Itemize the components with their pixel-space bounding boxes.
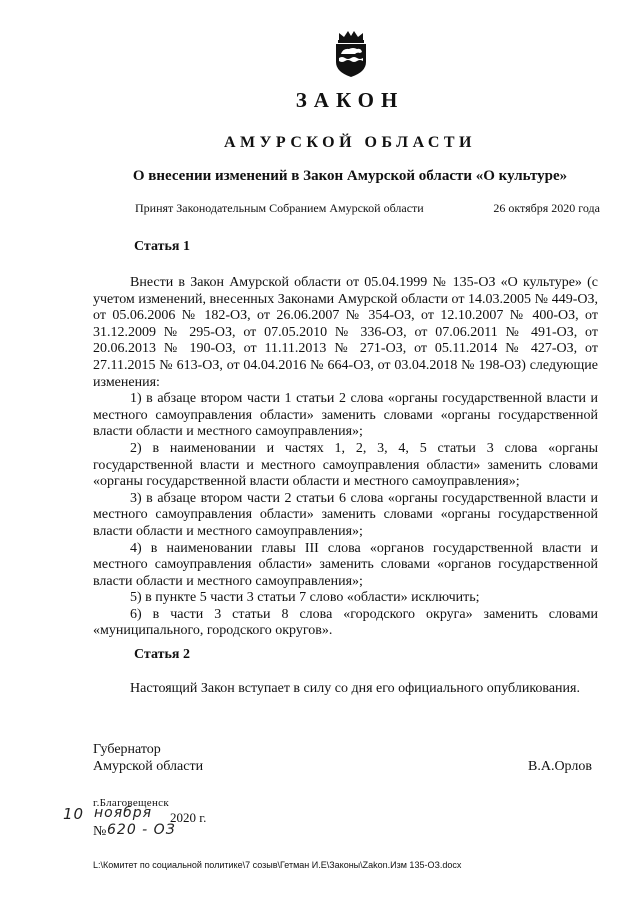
article-1-item: 1) в абзаце втором части 1 статьи 2 слова «органы государственной власти и местного самоуправления области» заменить словами «органы государственной власти области и местного самоуправления»;: [93, 391, 598, 440]
region-title: АМУРСКОЙ ОБЛАСТИ: [224, 134, 476, 151]
governor-title: [93, 741, 203, 775]
adopted-date: 26 октября 2020 года: [493, 201, 600, 215]
handwritten-month: ноября: [94, 805, 153, 821]
article-1-body: [93, 275, 598, 640]
file-path-footer: L:\Комитет по социальной политике\7 созыв\Гетман И.Е\Законы\Zakon.Изм 135-ОЗ.docx: [93, 860, 462, 870]
number-sign: №: [93, 824, 107, 839]
signer-name: В.А.Орлов: [528, 759, 592, 774]
coat-of-arms-icon: [330, 30, 372, 78]
governor-position-line2: Амурской области: [93, 759, 204, 774]
article-1-heading: Статья 1: [134, 239, 190, 254]
article-1-item: 4) в наименовании главы III слова «органов государственной власти и местного самоуправления области» заменить словами «органов государственной власти области и местного самоуправления»;: [93, 540, 598, 589]
article-1-item: 5) в пункте 5 части 3 статьи 7 слово «области» исключить;: [130, 590, 480, 606]
handwritten-day: 10: [63, 805, 85, 823]
article-1-paragraph: Внести в Закон Амурской области от 05.04.1999 № 135-ОЗ «О культуре» (с учетом изменений, внесенных Законами Амурской области от 14.03.2005 № 449-ОЗ, от 05.06.2006 № 182-ОЗ, от 26.06.2007 № 354-ОЗ, от 12.10.2007 № 400-ОЗ, от 31.12.2009 № 295-ОЗ, от 07.05.2010 № 336-ОЗ, от 07.06.2011 № 491-ОЗ, от 20.06.2013 № 190-ОЗ, от 11.11.2013 № 271-ОЗ, от 05.11.2014 № 427-ОЗ, от 27.11.2015 № 613-ОЗ, от 04.04.2016 № 664-ОЗ, от 03.04.2018 № 198-ОЗ) следующие изменения:: [93, 275, 598, 390]
city-name: г.Благовещенск: [93, 797, 169, 809]
year-suffix: 2020 г.: [170, 810, 207, 825]
article-1-item: 3) в абзаце втором части 2 статьи 6 слова «органы государственной власти и местного самоуправления области» заменить словами «органы государственной власти области и местного самоуправления»;: [93, 490, 598, 539]
adoption-line: [135, 201, 600, 216]
article-2-body: [93, 681, 598, 698]
governor-position-line1: Губернатор: [93, 742, 161, 757]
handwritten-law-number: 620 - ОЗ: [107, 822, 176, 838]
article-2-heading: Статья 2: [134, 647, 190, 662]
adopted-by-text: Принят Законодательным Собранием Амурской области: [135, 201, 424, 215]
article-2-paragraph: Настоящий Закон вступает в силу со дня его официального опубликования.: [130, 681, 580, 696]
article-1-item: 6) в части 3 статьи 8 слова «городского округа» заменить словами «муниципального, городского округов».: [93, 606, 598, 639]
law-title: ЗАКОН: [295, 88, 405, 112]
law-subject: О внесении изменений в Закон Амурской области «О культуре»: [132, 168, 568, 184]
article-1-item: 2) в наименовании и частях 1, 2, 3, 4, 5 статьи 3 слова «органы государственной власти и местного самоуправления области» заменить словами «органы государственной власти области и местного самоуправления»;: [93, 440, 598, 490]
